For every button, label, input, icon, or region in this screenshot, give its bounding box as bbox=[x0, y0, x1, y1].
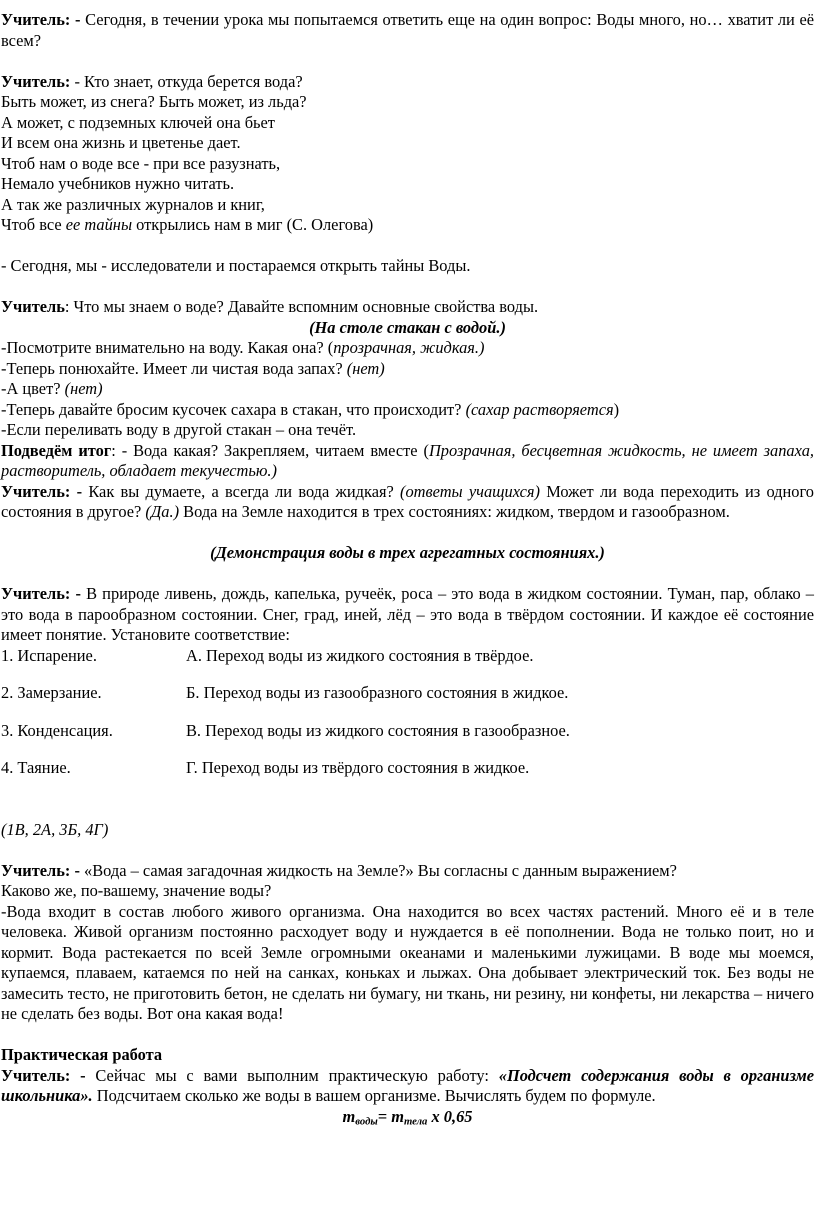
matching-definition: Б. Переход воды из газообразного состояния в жидкое. bbox=[186, 683, 569, 702]
matching-list bbox=[1, 646, 814, 779]
properties-section bbox=[1, 297, 814, 482]
states-paragraph: Учитель: - Как вы думаете, а всегда ли вода жидкая? (ответы учащихся) Может ли вода переходить из одного состояния в другое? (Да.) Вода на Земле находится в трех состояниях: жидком, твердом и газообразном. bbox=[1, 481, 815, 521]
mystery-body: -Вода входит в состав любого живого организма. Она находится во всех частях растений. Много её и в теле человека. Живой организм постоянно расходует воду и нуждается в её пополнении. Вода не только поит, но и кормит. Вода растекается по всей Земле огромными океанами и маленькими лужицами. В воде мы моемся, купаемся, плаваем, катаемся по ней на санках, коньках и лыжах. Она добывает электрический ток. Без воды не замесить тесто, не приготовить бетон, не сделать ни бумагу, ни ткань, ни резину, ни конфеты, ни лекарства – ничего не сделать без воды. Вот она какая вода! bbox=[1, 901, 814, 1023]
question-line: -А цвет? (нет) bbox=[1, 379, 103, 398]
practical-paragraph: Учитель: - Сейчас мы с вами выполним практическую работу: «Подсчет содержания воды в организме школьника». Подсчитаем сколько же воды в вашем организме. Вычислять будем по формуле. bbox=[1, 1065, 815, 1105]
poem-line: Быть может, из снега? Быть может, из льда? bbox=[1, 92, 307, 111]
poem-line: Чтоб нам о воде все - при все разузнать, bbox=[1, 153, 281, 173]
speaker-label: Учитель bbox=[1, 297, 65, 316]
document-page bbox=[1, 10, 814, 1127]
practical-heading: Практическая работа bbox=[1, 1045, 163, 1064]
question-line: -Посмотрите внимательно на воду. Какая она? (прозрачная, жидкая.) bbox=[1, 338, 485, 357]
mystery-question: Учитель: - «Вода – самая загадочная жидкость на Земле?» Вы согласны с данным выражением? bbox=[1, 860, 677, 880]
mystery-question-2: Каково же, по-вашему, значение воды? bbox=[1, 881, 272, 900]
speaker-label: Учитель: - bbox=[1, 1065, 86, 1085]
matching-term: 2. Замерзание. bbox=[1, 683, 102, 702]
speaker-label: Учитель: - bbox=[1, 860, 80, 880]
answer-key: (1В, 2А, 3Б, 4Г) bbox=[1, 819, 109, 839]
nature-paragraph: Учитель: - В природе ливень, дождь, капелька, ручеёк, роса – это вода в жидком состоянии. Туман, пар, облако – это вода в парообразном состоянии. Снег, град, иней, лёд – это вода в твёрдом состоянии. И каждое её состояние имеет понятие. Установите соответствие: bbox=[1, 584, 815, 644]
demo-heading: (Демонстрация воды в трех агрегатных состояниях.) bbox=[210, 543, 605, 562]
practical-section bbox=[1, 1045, 814, 1127]
matching-definition: Г. Переход воды из твёрдого состояния в жидкое. bbox=[186, 758, 530, 777]
poem-line: А так же различных журналов и книг, bbox=[1, 194, 265, 214]
question-line: -Если переливать воду в другой стакан – она течёт. bbox=[1, 420, 357, 439]
mystery-section bbox=[1, 861, 814, 1025]
speaker-label: Учитель: - bbox=[1, 481, 83, 501]
poem-line: Чтоб все ее тайны открылись нам в миг (С. Олегова) bbox=[1, 215, 374, 234]
researchers-line: - Сегодня, мы - исследователи и постараемся открыть тайны Воды. bbox=[1, 256, 471, 275]
matching-row bbox=[1, 758, 814, 779]
poem-line: А может, с подземных ключей она бьет bbox=[1, 112, 275, 132]
intro-text: Сегодня, в течении урока мы попытаемся ответить еще на один вопрос: Воды много, но… хватит ли её всем? bbox=[1, 10, 815, 50]
intro-paragraph bbox=[1, 10, 814, 51]
summary-paragraph: Подведём итог: - Вода какая? Закрепляем, читаем вместе (Прозрачная, бесцветная жидкость, не имеет запаха, растворитель, обладает текучестью.) bbox=[1, 440, 814, 480]
matching-definition: А. Переход воды из жидкого состояния в твёрдое. bbox=[186, 645, 534, 665]
poem-line: Немало учебников нужно читать. bbox=[1, 174, 235, 193]
matching-row bbox=[1, 721, 814, 742]
matching-row bbox=[1, 646, 814, 667]
poem bbox=[1, 72, 814, 236]
properties-question: Учитель: Что мы знаем о воде? Давайте вспомним основные свойства воды. bbox=[1, 297, 539, 316]
stage-note: (На столе стакан с водой.) bbox=[309, 317, 506, 337]
poem-line: И всем она жизнь и цветенье дает. bbox=[1, 133, 241, 152]
question-line: -Теперь понюхайте. Имеет ли чистая вода запах? (нет) bbox=[1, 358, 385, 378]
matching-term: 4. Таяние. bbox=[1, 758, 71, 777]
question-line: -Теперь давайте бросим кусочек сахара в стакан, что происходит? (сахар растворяется) bbox=[1, 399, 620, 419]
speaker-label: Учитель: bbox=[1, 71, 71, 91]
matching-row bbox=[1, 683, 814, 704]
matching-definition: В. Переход воды из жидкого состояния в газообразное. bbox=[186, 720, 570, 740]
poem-line: Учитель: - Кто знает, откуда берется вода? bbox=[1, 71, 303, 91]
speaker-label: Учитель: - bbox=[1, 584, 81, 603]
matching-term: 3. Конденсация. bbox=[1, 720, 113, 740]
formula: $m_{воды}= m_{тела}$ х 0,65 bbox=[342, 1106, 473, 1128]
matching-term: 1. Испарение. bbox=[1, 645, 97, 665]
speaker-label: Учитель: - bbox=[1, 10, 81, 29]
